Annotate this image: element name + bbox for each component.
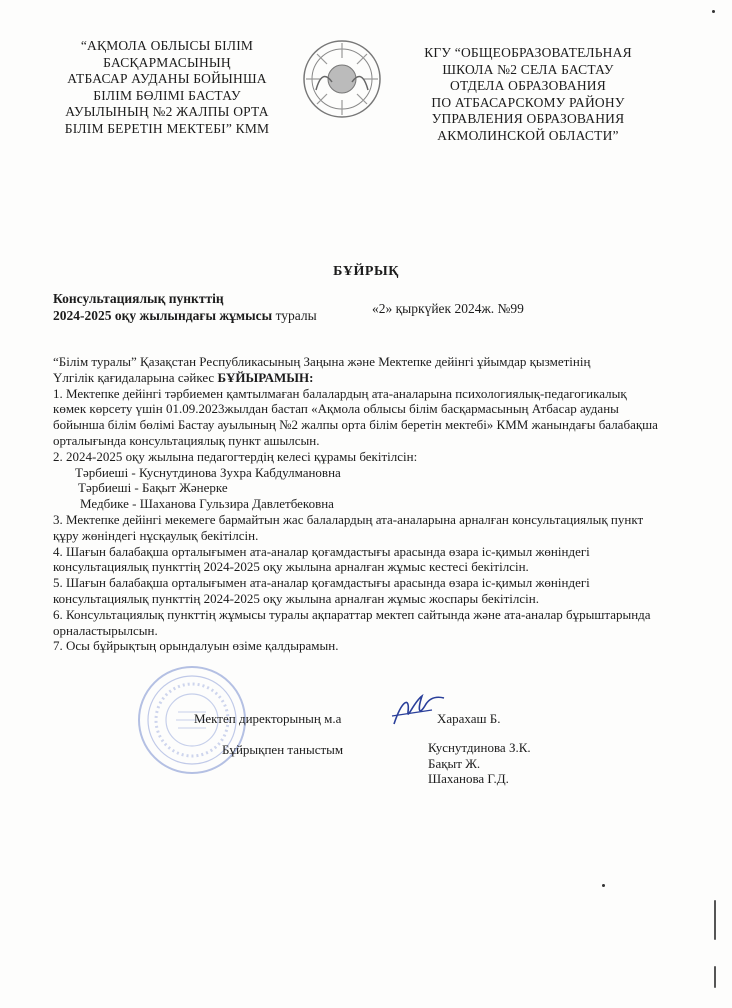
acquainted-name: Куснутдинова З.К. (428, 740, 531, 755)
order-item-5: 5. Шағын балабақша орталығымен ата-аналар қоғамдастығы арасында өзара іс-қимыл жөніндегі консультациялық пункттің 2024-2025 оқу жылына арналған жұмыс жоспары бекітілсін. (53, 575, 590, 606)
acquainted-names (428, 740, 531, 787)
document-title: БҰЙРЫҚ (333, 264, 399, 279)
header-kazakh (54, 38, 280, 137)
staff-member: Тәрбиеші - Куснутдинова Зухра Кабдулмановна (75, 464, 341, 480)
header-line: АТБАСАР АУДАНЫ БОЙЫНША (67, 71, 267, 86)
subject-line: Консультациялық пункттің (53, 291, 224, 306)
intro-line: Үлгілік қағидаларына сәйкес (53, 369, 218, 385)
order-subject (53, 290, 317, 324)
subject-line-suffix: туралы (272, 308, 317, 323)
intro-line: “Білім туралы” Қазақстан Республикасының Заңына және Мектепке дейінгі ұйымдар қызметінің (53, 354, 591, 369)
scan-edge-mark (714, 966, 716, 988)
director-label: Мектеп директорының м.а (194, 711, 342, 726)
order-keyword: БҰЙЫРАМЫН: (217, 369, 314, 385)
scan-speck (712, 10, 715, 13)
header-line: БІЛІМ БЕРЕТІН МЕКТЕБІ” КММ (64, 120, 270, 136)
order-item-7: 7. Осы бұйрықтың орындалуын өзіме қалдырамын. (53, 638, 339, 654)
order-body (53, 354, 663, 654)
header-line: БІЛІМ БӨЛІМІ БАСТАУ (93, 87, 241, 103)
staff-member: Тәрбиеші - Бақыт Жәнерке (78, 480, 228, 496)
header-line: ОТДЕЛА ОБРАЗОВАНИЯ (450, 78, 606, 93)
acquainted-label: Бұйрықпен таныстым (222, 742, 344, 757)
header-line: “АҚМОЛА ОБЛЫСЫ БІЛІМ (80, 38, 254, 53)
acquainted-name: Бақыт Ж. (428, 755, 481, 771)
subject-line: 2024-2025 оқу жылындағы жұмысы (53, 308, 273, 323)
order-item-3: 3. Мектепке дейінгі мекемеге бармайтын жас балалардың ата-аналарына арналған консультациялық пункт құру жөніндегі нұсқаулық бекітілсін. (53, 511, 644, 543)
order-date-number: «2» қыркүйек 2024ж. №99 (372, 301, 524, 316)
order-item-2: 2. 2024-2025 оқу жылына педагогтердің келесі құрамы бекітілсін: (53, 448, 418, 464)
order-item-4: 4. Шағын балабақша орталығымен ата-аналар қоғамдастығы арасында өзара іс-қимыл жөніндегі консультациялық пункттің 2024-2025 оқу жылына арналған жұмыс кестесі бекітілсін. (53, 543, 590, 575)
scan-speck (602, 884, 605, 887)
scan-edge-mark (714, 900, 716, 940)
header-line: АУЫЛЫНЫҢ №2 ЖАЛПЫ ОРТА (65, 104, 269, 119)
order-item-6: 6. Консультациялық пункттің жұмысы туралы ақпараттар мектеп сайтында және ата-аналар бұрыштарында орналастырылсын. (53, 606, 651, 638)
director-name: Харахаш Б. (437, 711, 501, 726)
staff-member: Медбике - Шаханова Гульзира Давлетбековна (80, 496, 334, 512)
order-item-1: 1. Мектепке дейінгі тәрбиемен қамтылмаған балалардың ата-аналарына психологиялық-педагогикалық көмек көрсету үшін 01.09.2023жылдан бастап «Ақмола облысы білім басқармасының Атбасар ауданы бойынша білім бөлімі Бастау ауылының №2 жалпы орта білім беретін мектебі» КММ жанындағы балабақша орталығында консультациялық пункт ашылсын. (53, 385, 658, 448)
header-line: БАСҚАРМАСЫНЫҢ (103, 54, 231, 70)
header-line: ШКОЛА №2 СЕЛА БАСТАУ (442, 61, 614, 77)
header-line: КГУ “ОБЩЕОБРАЗОВАТЕЛЬНАЯ (424, 45, 632, 60)
state-emblem-icon (302, 38, 382, 120)
header-russian (398, 45, 658, 144)
header-line: УПРАВЛЕНИЯ ОБРАЗОВАНИЯ (431, 111, 625, 126)
header-line: АКМОЛИНСКОЙ ОБЛАСТИ” (437, 127, 619, 143)
acquainted-name: Шаханова Г.Д. (428, 771, 509, 786)
header-line: ПО АТБАСАРСКОМУ РАЙОНУ (431, 94, 625, 110)
